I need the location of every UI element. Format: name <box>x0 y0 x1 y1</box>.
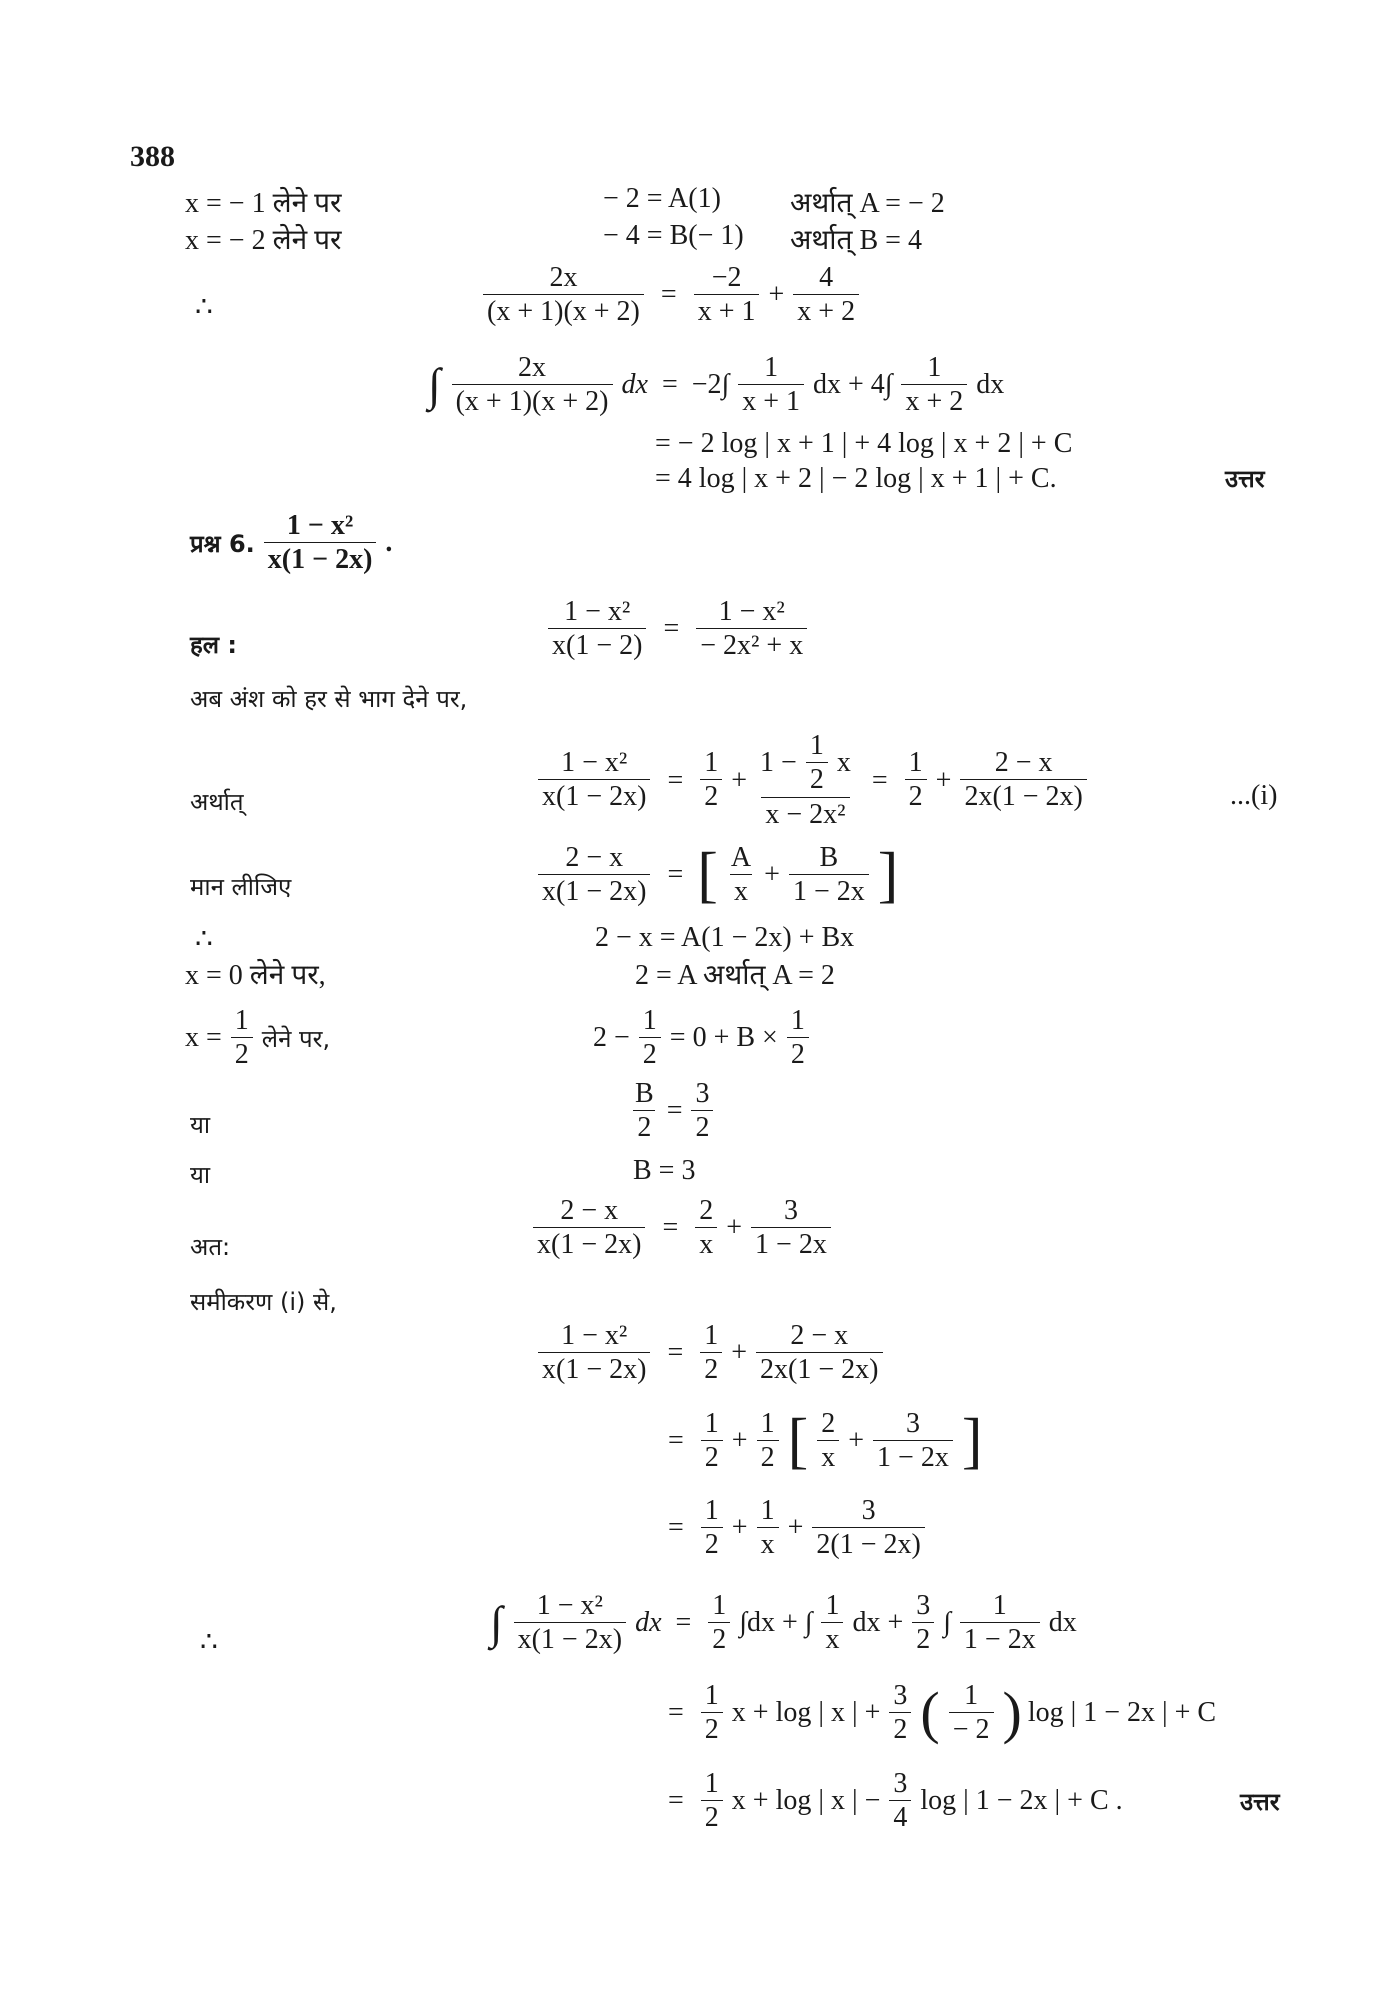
case-label-x-minus-1: x = − 1 लेने पर <box>185 188 342 219</box>
therefore-symbol: ∴ <box>195 292 213 323</box>
solution-step-8: B = 3 <box>633 1155 696 1186</box>
question-expression: $\frac{\text{1 − x²}}{x(1 - 2x)}$ <box>264 510 377 577</box>
divide-text: अब अंश को हर से भाग देने पर, <box>190 685 468 713</box>
answer-label: उत्तर <box>1225 465 1265 493</box>
solution-step-4: 2 − x = A(1 − 2x) + Bx <box>595 922 855 953</box>
solution-step-2: $\frac{\text{1 − x²}}{x(1 - 2x)}$ = $\frac{1}{2}$ + 1 − $\frac{1}{2}$ x x − 2x² = $\frac{1}{2}$ + $\frac{2 - x}{2x(1 - 2x)}$ <box>535 730 1090 831</box>
question-6: प्रश्न 6. $\frac{\text{1 − x²}}{x(1 - 2x)}$ . <box>190 510 393 576</box>
solution-label: हल : <box>190 631 237 659</box>
assume-label: मान लीजिए <box>190 873 292 901</box>
solution-step-1: $\frac{\text{1 − x²}}{x(1 - 2)}$ = $\frac{\text{1 − x²}}{\text{− 2x² + x}}$ <box>545 596 810 663</box>
solution-step-3: $\frac{2 - x}{x(1 - 2x)}$ = [ $\frac{A}{x}$ + $\frac{B}{1 - 2x}$ ] <box>535 842 898 909</box>
arthat-label: अर्थात् <box>190 788 244 816</box>
solution-step-7: $\frac{B}{2}$ = $\frac{3}{2}$ <box>628 1078 716 1145</box>
solution-step-9: $\frac{2 - x}{x(1 - 2x)}$ = $\frac{2}{x}$ + $\frac{3}{1 - 2x}$ <box>530 1195 834 1262</box>
therefore-symbol-2: ∴ <box>195 924 213 955</box>
case-eq-b: − 4 = B(− 1) <box>603 220 744 251</box>
question-label: प्रश्न 6. <box>190 529 255 558</box>
solution-step-13: ∫ $\frac{\text{1 − x²}}{x(1 - 2x)}$ dx = $\frac{1}{2}$ ∫dx + ∫ $\frac{1}{x}$ dx + $\frac{3}{2}$ ∫ $\frac{1}{1 - 2x}$ dx <box>490 1590 1077 1656</box>
solution-step-5: 2 = A अर्थात् A = 2 <box>635 960 835 991</box>
integral-result-line-1: = − 2 log | x + 1 | + 4 log | x + 2 | + C <box>655 428 1073 459</box>
equation-reference: ...(i) <box>1230 780 1278 811</box>
case-result-b: अर्थात् B = 4 <box>790 225 922 256</box>
x-zero-label: x = 0 लेने पर, <box>185 960 326 991</box>
solution-step-11: = $\frac{1}{2}$ + $\frac{1}{2}$ [ $\frac{2}{x}$ + $\frac{3}{1 - 2x}$ ] <box>668 1407 983 1476</box>
integral-equation: ∫ $\frac{2x}{(x + 1)(x + 2)}$ dx = −2∫ $\frac{1}{x + 1}$ dx + 4∫ $\frac{1}{x + 2}$ dx <box>428 352 1005 418</box>
solution-step-10: $\frac{\text{1 − x²}}{x(1 - 2x)}$ = $\frac{1}{2}$ + $\frac{2 - x}{2x(1 - 2x)}$ <box>535 1320 886 1387</box>
ya-label-2: या <box>190 1161 211 1189</box>
x-half-label: x = $\frac{1}{2}$ लेने पर, <box>185 1005 331 1071</box>
atah-label: अत: <box>190 1233 231 1261</box>
solution-step-14: = $\frac{1}{2}$ x + log | x | + $\frac{3}{2}$ ( $\frac{1}{- 2}$ ) log | 1 − 2x | + C <box>668 1680 1217 1746</box>
from-equation-text: समीकरण (i) से, <box>190 1288 337 1316</box>
case-eq-a: − 2 = A(1) <box>603 183 721 214</box>
answer-label-2: उत्तर <box>1240 1788 1280 1816</box>
solution-step-12: = $\frac{1}{2}$ + $\frac{1}{x}$ + $\frac{3}{2(1 - 2x)}$ <box>660 1495 928 1562</box>
ya-label-1: या <box>190 1111 211 1139</box>
integral-result-line-2: = 4 log | x + 2 | − 2 log | x + 1 | + C. <box>655 463 1057 494</box>
partial-fraction-equation: $\frac{2x}{(x + 1)(x + 2)}$ = $\frac{-2}{x + 1}$ + $\frac{4}{x + 2}$ <box>480 262 862 329</box>
case-label-x-minus-2: x = − 2 लेने पर <box>185 225 342 256</box>
therefore-symbol-3: ∴ <box>200 1627 218 1658</box>
solution-step-6: 2 − $\frac{1}{2}$ = 0 + B × $\frac{1}{2}$ <box>593 1005 812 1072</box>
solution-step-15: = $\frac{1}{2}$ x + log | x | − $\frac{3}{4}$ log | 1 − 2x | + C . <box>668 1768 1123 1834</box>
case-result-a: अर्थात् A = − 2 <box>790 188 945 219</box>
page-number: 388 <box>130 140 175 173</box>
